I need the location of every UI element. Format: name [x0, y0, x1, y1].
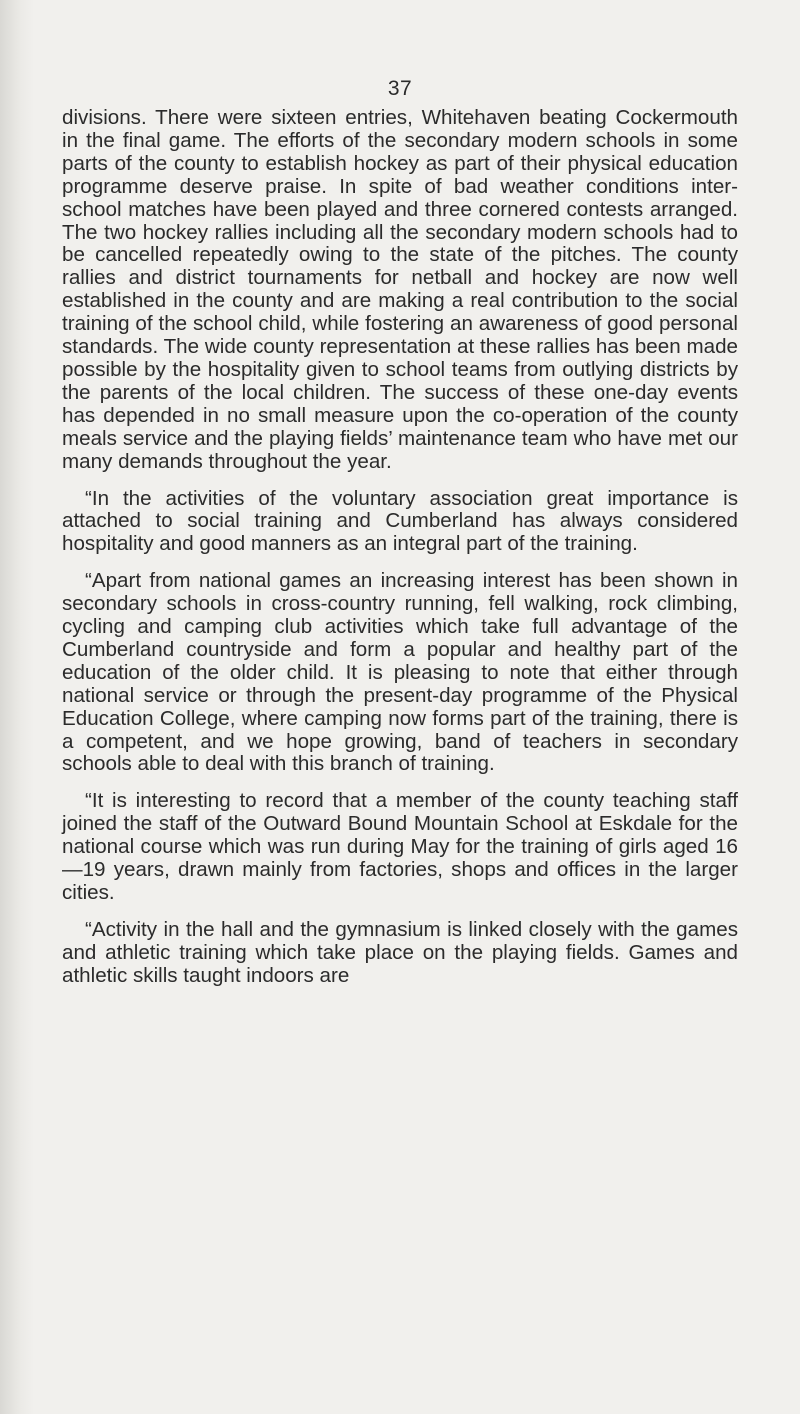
page-edge-shadow	[0, 0, 34, 1414]
body-text	[62, 107, 738, 988]
paragraph-voluntary-association: “In the activities of the voluntary association great importance is attached to social training and Cumberland has always considered hospitality and good manners as an integral part of the training.	[62, 486, 738, 556]
paragraph-hall-gymnasium: “Activity in the hall and the gymnasium is linked closely with the games and athletic training which take place on the playing fields. Games and athletic skills taught indoors are	[62, 917, 738, 987]
paragraph-continuation: divisions. There were sixteen entries, Whitehaven beating Cockermouth in the final game. The efforts of the secondary modern schools in some parts of the county to establish hockey as part of their physical education programme deserve praise. In spite of bad weather conditions inter-school matches have been played and three cornered contests arranged. The two hockey rallies including all the secondary modern schools had to be cancelled repeatedly owing to the state of the pitches. The county rallies and district tournaments for netball and hockey are now well established in the county and are making a real contribution to the social training of the school child, while fostering an awareness of good personal standards. The wide county representation at these rallies has been made possible by the hospitality given to school teams from outlying districts by the parents of the local children. The success of these one-day events has depended in no small measure upon the co-operation of the county meals service and the playing fields’ maintenance team who have met our many demands throughout the year.	[62, 106, 738, 473]
page-number: 37	[387, 77, 413, 100]
paragraph-outdoor-activities: “Apart from national games an increasing interest has been shown in secondary schools in cross-country running, fell walking, rock climbing, cycling and camping club activities which take full advantage of the Cumberland countryside and form a popular and healthy part of the education of the older child. It is pleasing to note that either through national service or through the present-day programme of the Physical Education College, where camping now forms part of the training, there is a competent, and we hope growing, band of teachers in secondary schools able to deal with this branch of training.	[62, 569, 738, 776]
paragraph-outward-bound: “It is interesting to record that a member of the county teaching staff joined the staff of the Outward Bound Mountain School at Eskdale for the national course which was run during May for the training of girls aged 16—19 years, drawn mainly from factories, shops and offices in the larger cities.	[62, 789, 738, 904]
